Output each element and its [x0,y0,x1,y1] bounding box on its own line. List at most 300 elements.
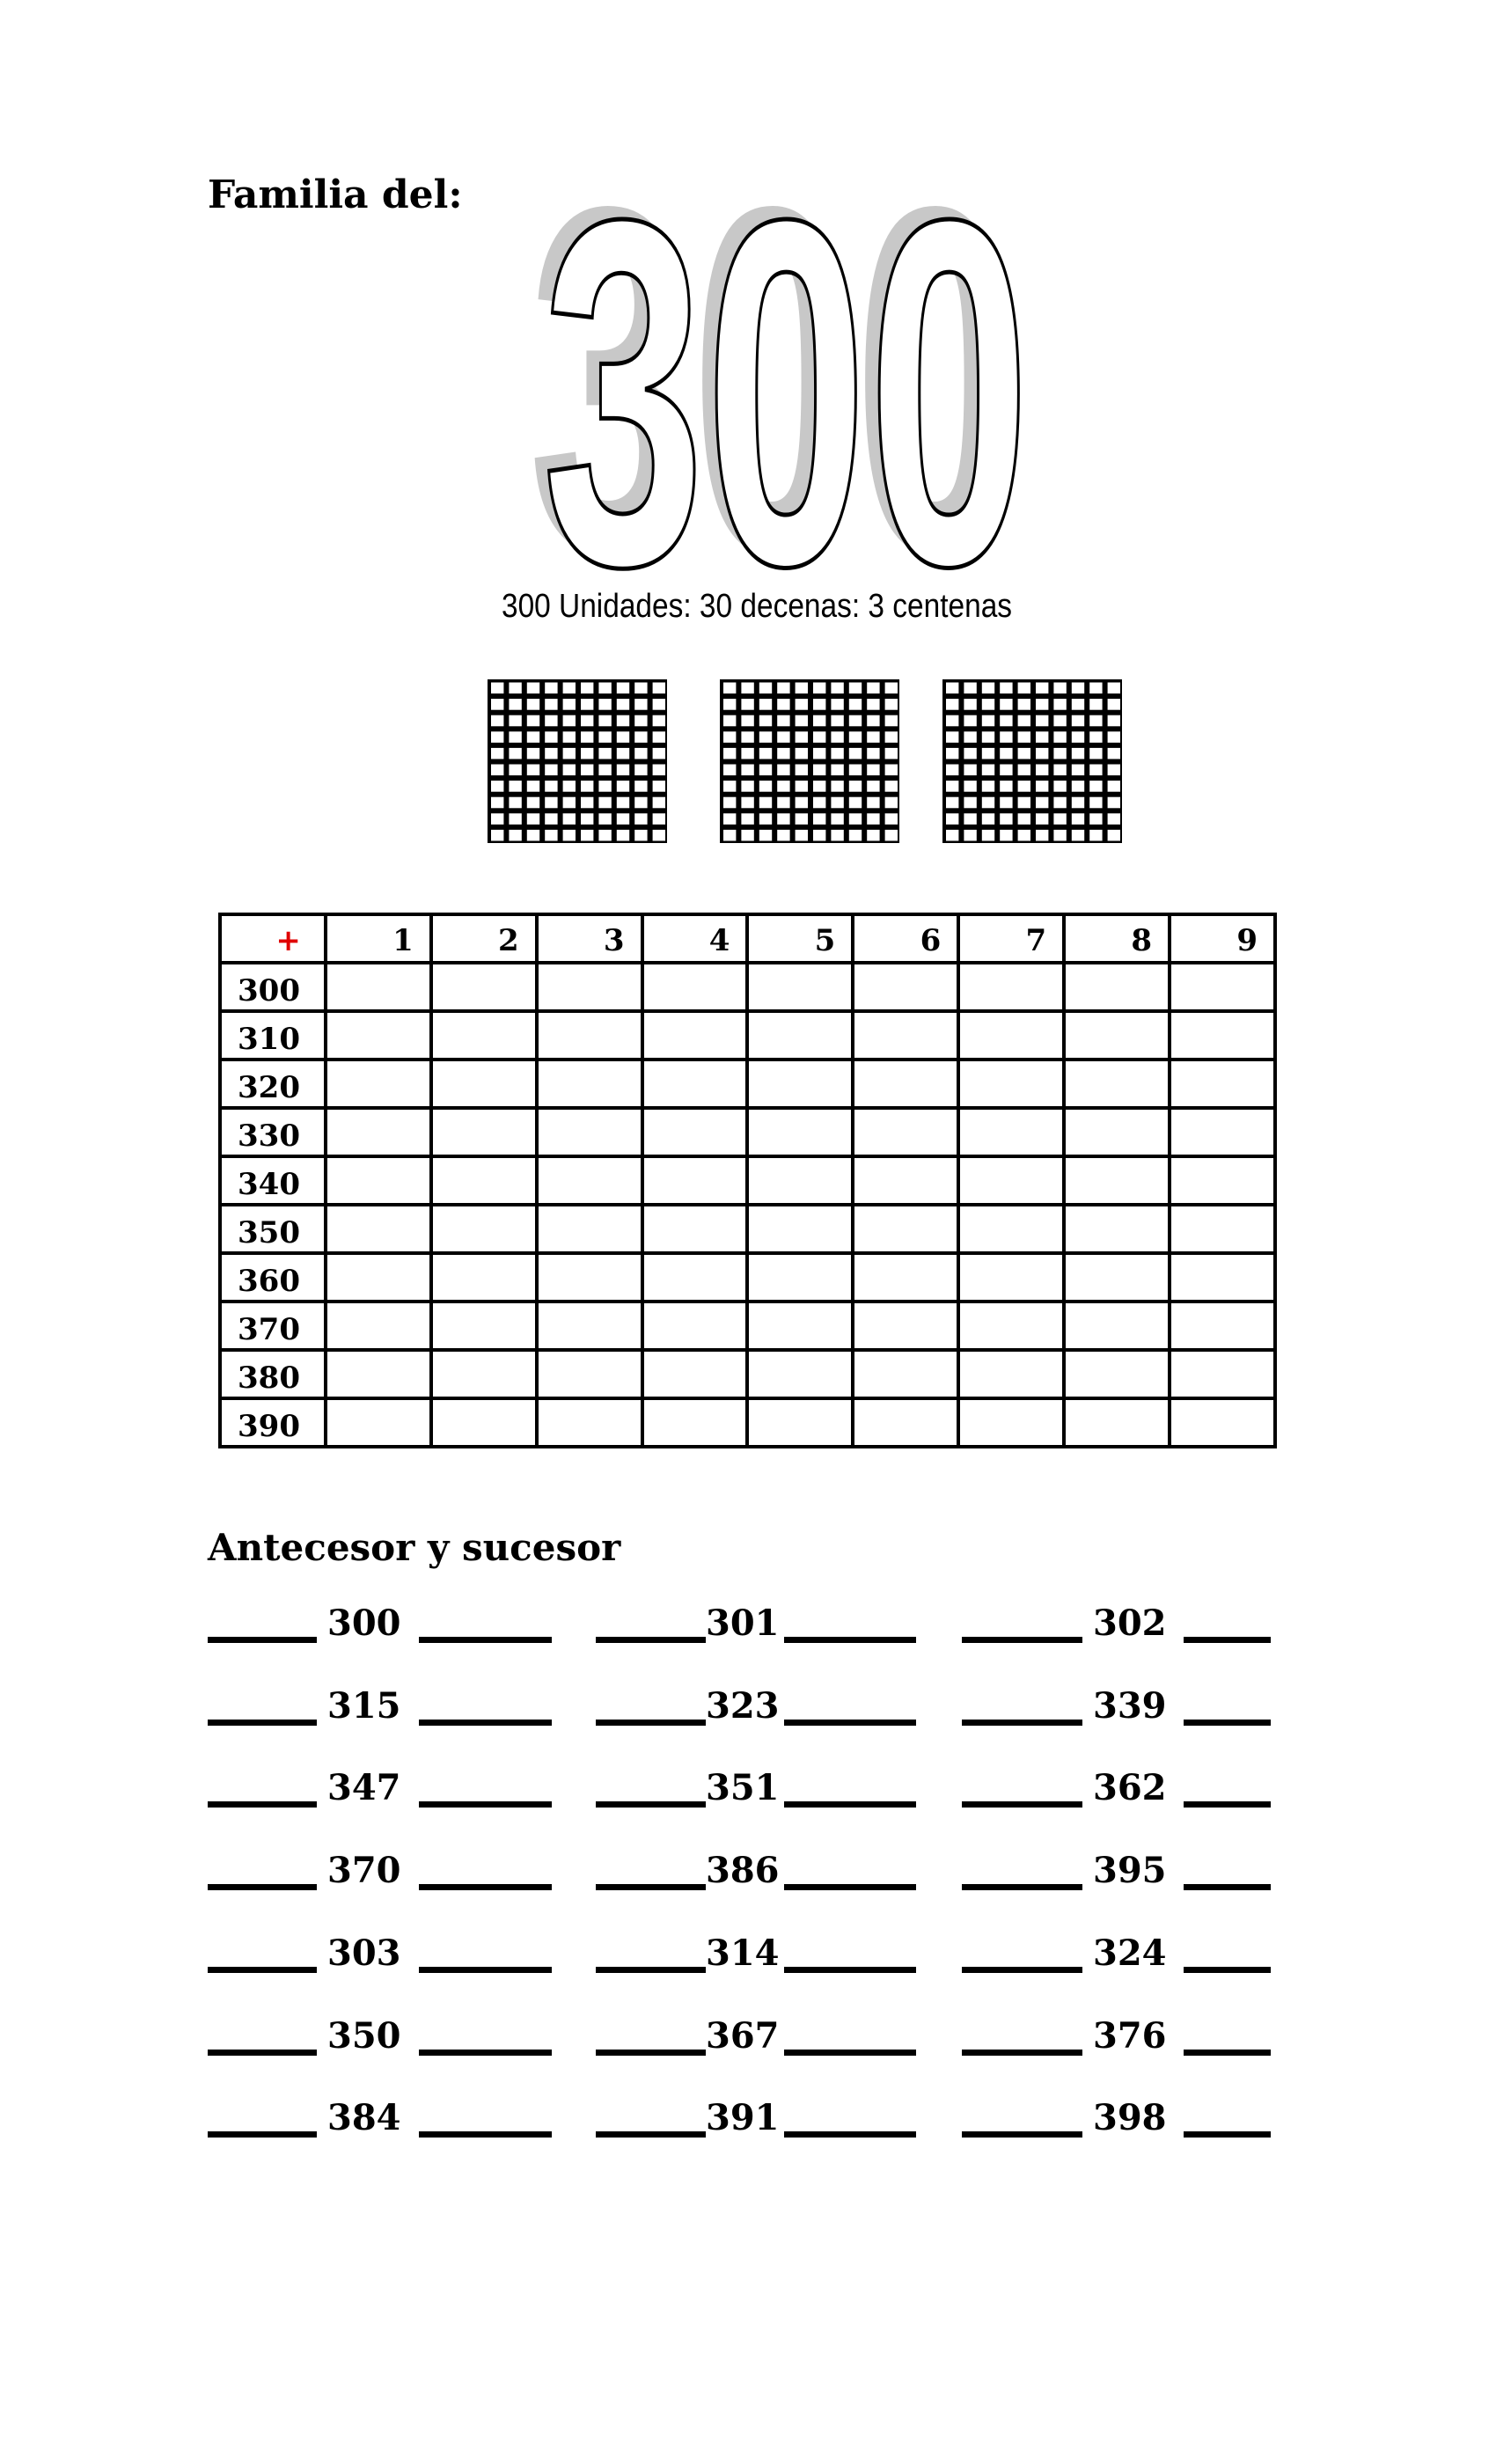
answer-cell[interactable] [642,1108,748,1156]
table-row [220,1302,1275,1350]
successor-blank[interactable] [419,2050,552,2056]
successor-blank[interactable] [419,1801,552,1808]
hundred-block-cell [946,683,958,694]
answer-cell[interactable] [537,1060,642,1108]
predecessor-blank[interactable] [208,2050,317,2056]
answer-cell[interactable] [642,1253,748,1302]
answer-cell[interactable] [642,1302,748,1350]
answer-cell[interactable] [326,1108,431,1156]
hundred-block-cell [796,731,808,743]
answer-cell[interactable] [1170,1205,1275,1253]
hundred-block-cell [885,683,898,694]
exercise-item [962,1837,1271,1890]
table-row [220,1205,1275,1253]
hundred-block-cell [759,699,772,710]
successor-blank[interactable] [1184,1801,1271,1808]
hundred-block-cell [581,683,593,694]
hundred-block-cell [545,797,557,809]
answer-cell[interactable] [1170,1011,1275,1060]
hundred-block-cell [653,715,665,727]
hundred-block-cell [1036,781,1048,792]
exercise-item [208,2085,552,2138]
answer-cell[interactable] [537,1108,642,1156]
answer-cell[interactable] [326,1156,431,1205]
predecessor-blank[interactable] [596,2131,706,2138]
successor-blank[interactable] [1184,1884,1271,1890]
answer-cell[interactable] [326,1398,431,1447]
answer-cell[interactable] [958,1302,1064,1350]
answer-cell[interactable] [853,1011,958,1060]
answer-cell[interactable] [431,1398,537,1447]
hundred-block-cell [946,748,958,759]
hundred-block-cell [1072,731,1084,743]
answer-cell[interactable] [747,1302,853,1350]
answer-cell[interactable] [853,1205,958,1253]
hundred-block-cell [563,813,576,825]
hundred-block-cell [617,683,629,694]
hundred-block-cell [741,765,753,776]
answer-cell[interactable] [326,1350,431,1398]
given-number: 324 [1093,1932,1167,1974]
hundred-block-cell [741,731,753,743]
answer-cell[interactable] [1064,1108,1170,1156]
exercise-item [962,1920,1271,1973]
hundred-block-cell [885,781,898,792]
answer-cell[interactable] [958,1398,1064,1447]
answer-cell[interactable] [537,1398,642,1447]
hundred-block-cell [1053,765,1066,776]
hundred-block-cell [982,731,994,743]
answer-cell[interactable] [431,1205,537,1253]
successor-blank[interactable] [1184,1720,1271,1726]
hundred-block-cell [777,797,789,809]
hundred-block-cell [653,830,665,841]
hundred-block-cell [1036,813,1048,825]
predecessor-blank[interactable] [208,1884,317,1890]
hundred-block-cell [946,731,958,743]
predecessor-blank[interactable] [208,1720,317,1726]
hundred-block-cell [741,748,753,759]
answer-cell[interactable] [853,1060,958,1108]
hundred-block-cell [813,715,825,727]
hundred-block-cell [813,731,825,743]
hundred-block-cell [1018,715,1030,727]
hundred-block-cell [1108,830,1120,841]
answer-cell[interactable] [747,1060,853,1108]
hundred-block-cell [1089,748,1102,759]
predecessor-blank[interactable] [596,2050,706,2056]
exercise-item [596,2085,916,2138]
hundred-block-cell [509,683,521,694]
exercise-item [596,1755,916,1808]
hundred-block-cell [1072,748,1084,759]
hundred-block-cell [982,683,994,694]
answer-cell[interactable] [537,1302,642,1350]
predecessor-blank[interactable] [962,2131,1082,2138]
answer-cell[interactable] [1170,1253,1275,1302]
hundred-block [720,679,899,843]
answer-cell[interactable] [642,1350,748,1398]
successor-blank[interactable] [784,1720,916,1726]
answer-cell[interactable] [958,1205,1064,1253]
hundred-block-cell [796,813,808,825]
row-header: 360 [220,1253,326,1302]
answer-cell[interactable] [431,1302,537,1350]
successor-blank[interactable] [784,2131,916,2138]
successor-blank[interactable] [419,1967,552,1973]
hundred-block-cell [813,797,825,809]
hundred-block-cell [491,830,503,841]
answer-cell[interactable] [1064,1060,1170,1108]
hundred-block-cell [777,748,789,759]
hundred-block-cell [741,699,753,710]
given-number: 315 [327,1684,401,1727]
answer-cell[interactable] [537,1205,642,1253]
successor-blank[interactable] [419,1720,552,1726]
hundred-block-cell [545,699,557,710]
column-header: 3 [537,914,642,963]
given-number: 391 [706,2097,780,2139]
given-number: 350 [327,2014,401,2057]
hundred-block-cell [634,715,647,727]
predecessor-blank[interactable] [208,1637,317,1643]
answer-cell[interactable] [853,963,958,1011]
answer-cell[interactable] [853,1156,958,1205]
predecessor-blank[interactable] [962,1884,1082,1890]
hundred-block-cell [723,683,736,694]
hundred-block-cell [581,765,593,776]
hundred-block-cell [1053,731,1066,743]
hundred-block-cell [545,715,557,727]
hundred-block-cell [509,765,521,776]
hundred-block-cell [1053,781,1066,792]
answer-cell[interactable] [747,1205,853,1253]
hundred-block-cell [634,813,647,825]
hundred-block-cell [598,731,611,743]
hundred-block-cell [1089,797,1102,809]
hundred-block-cell [598,699,611,710]
answer-cell[interactable] [642,1398,748,1447]
hundred-block-cell [617,765,629,776]
hundred-block-cell [723,781,736,792]
answer-cell[interactable] [1170,1398,1275,1447]
hundred-block-cell [849,731,862,743]
hundred-block-cell [527,797,539,809]
answer-cell[interactable] [747,1108,853,1156]
answer-cell[interactable] [431,1060,537,1108]
exercise-item [208,1755,552,1808]
hundred-block-cell [723,699,736,710]
answer-cell[interactable] [1170,1350,1275,1398]
hundred-block-cell [964,813,976,825]
hundred-block-cell [1053,748,1066,759]
column-header: 9 [1170,914,1275,963]
successor-blank[interactable] [784,2050,916,2056]
hundred-block-cell [885,765,898,776]
hundred-block-cell [1000,797,1012,809]
hundred-block-cell [491,781,503,792]
hundred-block-cell [885,699,898,710]
hundred-block-cell [527,748,539,759]
answer-cell[interactable] [642,1205,748,1253]
answer-cell[interactable] [853,1302,958,1350]
hundred-block-cell [491,813,503,825]
hundred-block-cell [946,813,958,825]
table-row [220,1156,1275,1205]
answer-cell[interactable] [326,1205,431,1253]
hundred-block-cell [964,683,976,694]
hundred-block-cell [634,683,647,694]
successor-blank[interactable] [1184,1637,1271,1643]
answer-cell[interactable] [326,1011,431,1060]
hundred-block-cell [634,731,647,743]
answer-cell[interactable] [431,1350,537,1398]
predecessor-blank[interactable] [208,1801,317,1808]
hundred-block-cell [831,781,843,792]
predecessor-blank[interactable] [596,1884,706,1890]
answer-cell[interactable] [1064,1350,1170,1398]
successor-blank[interactable] [1184,2050,1271,2056]
answer-cell[interactable] [853,1398,958,1447]
hundred-block-cell [849,781,862,792]
answer-cell[interactable] [431,1011,537,1060]
answer-cell[interactable] [747,1253,853,1302]
answer-cell[interactable] [431,1156,537,1205]
hundred-block-cell [982,797,994,809]
given-number: 300 [327,1602,401,1644]
hundred-block-cell [1089,699,1102,710]
hundred-block-cell [634,765,647,776]
hundred-block-cell [723,797,736,809]
hundred-block-cell [982,715,994,727]
hundred-block-cell [653,748,665,759]
answer-cell[interactable] [958,1060,1064,1108]
hundred-block-cell [527,813,539,825]
answer-cell[interactable] [642,963,748,1011]
answer-cell[interactable] [537,963,642,1011]
hundred-block-cell [617,797,629,809]
answer-cell[interactable] [642,1011,748,1060]
hundred-block-cell [617,715,629,727]
answer-cell[interactable] [1064,1156,1170,1205]
predecessor-blank[interactable] [596,1967,706,1973]
answer-cell[interactable] [642,1060,748,1108]
answer-cell[interactable] [747,1156,853,1205]
hundred-block-cell [831,731,843,743]
hundred-block-cell [796,683,808,694]
answer-cell[interactable] [1064,1205,1170,1253]
hundred-block-cell [491,797,503,809]
hundred-block-cell [491,748,503,759]
hundred-block-cell [964,797,976,809]
hundred-block-cell [741,715,753,727]
successor-blank[interactable] [1184,2131,1271,2138]
hundred-block-cell [509,731,521,743]
hundred-block-cell [653,813,665,825]
answer-cell[interactable] [1170,1156,1275,1205]
answer-cell[interactable] [537,1011,642,1060]
successor-blank[interactable] [784,1801,916,1808]
hundred-block-cell [527,683,539,694]
hundred-block-cell [813,683,825,694]
answer-cell[interactable] [1064,1011,1170,1060]
hundred-block-cell [509,813,521,825]
predecessor-blank[interactable] [208,1967,317,1973]
addition-table [218,913,1277,1448]
exercise-item [596,1920,916,1973]
successor-blank[interactable] [784,1884,916,1890]
answer-cell[interactable] [326,1302,431,1350]
hundred-block-cell [653,699,665,710]
answer-cell[interactable] [1170,963,1275,1011]
answer-cell[interactable] [958,1253,1064,1302]
hundred-block-cell [491,715,503,727]
given-number: 398 [1093,2097,1167,2139]
hundred-block-cell [509,781,521,792]
hundred-block-cell [491,765,503,776]
answer-cell[interactable] [853,1350,958,1398]
row-header: 350 [220,1205,326,1253]
hundred-block-cell [946,781,958,792]
hundred-block-cell [796,797,808,809]
table-row [220,1108,1275,1156]
hundred-block-cell [1036,830,1048,841]
answer-cell[interactable] [747,1398,853,1447]
hundred-block-cell [982,765,994,776]
hundred-block-cell [831,765,843,776]
predecessor-blank[interactable] [962,1967,1082,1973]
hundred-block-cell [617,813,629,825]
hundred-block-cell [1089,765,1102,776]
successor-blank[interactable] [419,1884,552,1890]
answer-cell[interactable] [431,1108,537,1156]
predecessor-blank[interactable] [596,1720,706,1726]
answer-cell[interactable] [537,1350,642,1398]
hundred-block-cell [598,781,611,792]
predecessor-blank[interactable] [596,1637,706,1643]
answer-cell[interactable] [747,963,853,1011]
answer-cell[interactable] [537,1253,642,1302]
given-number: 314 [706,1932,780,1974]
hundred-block-cell [491,699,503,710]
hundred-block-cell [598,715,611,727]
big-number-shadow: 300 [528,150,1016,581]
answer-cell[interactable] [1170,1108,1275,1156]
hundred-block-cell [653,797,665,809]
hundred-block-cell [1108,797,1120,809]
answer-cell[interactable] [537,1156,642,1205]
answer-cell[interactable] [326,1253,431,1302]
hundred-block-cell [946,830,958,841]
predecessor-blank[interactable] [962,1637,1082,1643]
answer-cell[interactable] [958,1011,1064,1060]
given-number: 323 [706,1684,780,1727]
answer-cell[interactable] [1170,1302,1275,1350]
exercise-item [208,1673,552,1726]
answer-cell[interactable] [958,1156,1064,1205]
hundred-block-cell [563,699,576,710]
answer-cell[interactable] [958,1108,1064,1156]
successor-blank[interactable] [784,1967,916,1973]
hundred-block-cell [867,781,879,792]
hundred-block-cell [723,715,736,727]
answer-cell[interactable] [747,1350,853,1398]
hundred-block-cell [885,797,898,809]
hundred-block-cell [759,813,772,825]
successor-blank[interactable] [419,2131,552,2138]
hundred-block-cell [964,781,976,792]
answer-cell[interactable] [431,1253,537,1302]
hundred-block-cell [777,699,789,710]
successor-blank[interactable] [1184,1967,1271,1973]
hundred-block-cell [964,765,976,776]
hundred-block-cell [831,830,843,841]
answer-cell[interactable] [853,1253,958,1302]
answer-cell[interactable] [1064,1398,1170,1447]
successor-blank[interactable] [419,1637,552,1643]
answer-cell[interactable] [431,963,537,1011]
hundred-block-cell [509,830,521,841]
hundred-block-cell [831,683,843,694]
hundred-block-cell [1000,813,1012,825]
given-number: 395 [1093,1850,1167,1892]
hundred-block-cell [1072,813,1084,825]
hundred-block-cell [796,765,808,776]
hundred-block-cell [598,683,611,694]
predecessor-blank[interactable] [596,1801,706,1808]
answer-cell[interactable] [747,1011,853,1060]
hundred-block-cell [1053,715,1066,727]
hundred-block-cell [885,748,898,759]
big-number-300 [493,150,1056,581]
hundred-block-cell [982,781,994,792]
answer-cell[interactable] [958,963,1064,1011]
hundred-block-cell [491,731,503,743]
answer-cell[interactable] [1064,963,1170,1011]
table-row [220,1060,1275,1108]
hundred-block-cell [527,699,539,710]
hundred-block-cell [813,813,825,825]
hundred-block-cell [1108,748,1120,759]
answer-cell[interactable] [958,1350,1064,1398]
hundred-block-cell [527,731,539,743]
exercise-item [208,1920,552,1973]
answer-cell[interactable] [326,1060,431,1108]
answer-cell[interactable] [326,963,431,1011]
answer-cell[interactable] [1064,1302,1170,1350]
answer-cell[interactable] [1170,1060,1275,1108]
hundred-block-cell [1036,715,1048,727]
hundred-block-cell [813,830,825,841]
hundred-block-cell [581,797,593,809]
hundred-block-cell [867,748,879,759]
column-header: 1 [326,914,431,963]
answer-cell[interactable] [853,1108,958,1156]
answer-cell[interactable] [642,1156,748,1205]
successor-blank[interactable] [784,1637,916,1643]
answer-cell[interactable] [1064,1253,1170,1302]
column-header: 7 [958,914,1064,963]
hundred-block-cell [1036,699,1048,710]
hundred-block-cell [796,830,808,841]
predecessor-blank[interactable] [962,1720,1082,1726]
predecessor-blank[interactable] [962,2050,1082,2056]
hundred-block-cell [581,699,593,710]
predecessor-blank[interactable] [208,2131,317,2138]
hundred-block-cell [581,830,593,841]
predecessor-blank[interactable] [962,1801,1082,1808]
hundred-block-cell [849,683,862,694]
